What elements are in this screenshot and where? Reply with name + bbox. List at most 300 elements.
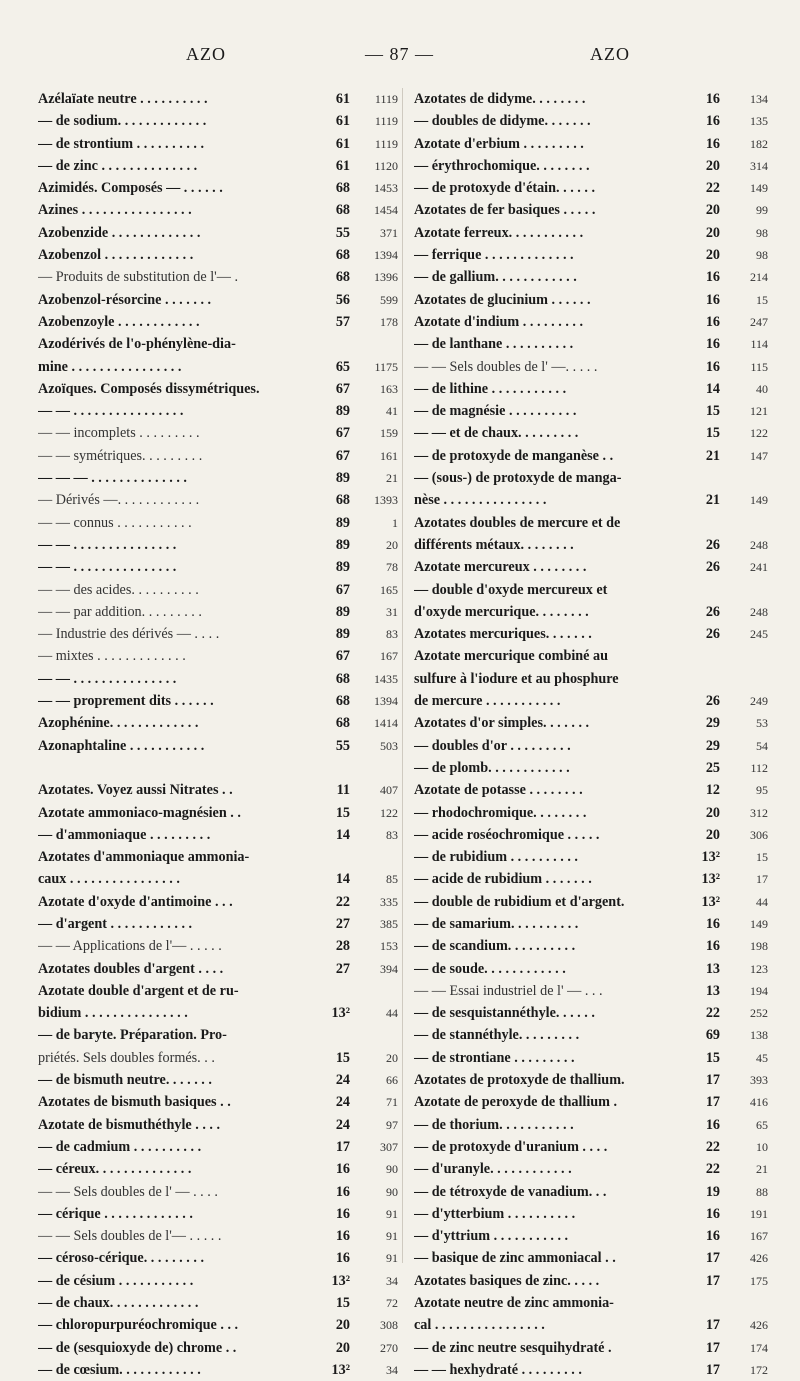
index-entry	[38, 333, 398, 355]
entry-page: 95	[756, 783, 768, 798]
index-entry	[38, 1002, 398, 1024]
entry-text: — — . . . . . . . . . . . . . . .	[38, 670, 177, 687]
entry-page: 149	[750, 916, 768, 931]
entry-text: Azotates. Voyez aussi Nitrates . .	[38, 782, 233, 799]
index-entry	[414, 199, 772, 221]
entry-volume: 16	[705, 1116, 720, 1133]
index-entry	[38, 1292, 398, 1314]
entry-text: — — Sels doubles de l' — . . . .	[38, 1183, 218, 1200]
entry-volume: 16	[335, 1161, 350, 1178]
entry-page: 248	[750, 537, 768, 552]
entry-volume: 17	[705, 1094, 720, 1111]
entry-volume: 55	[335, 737, 350, 754]
entry-text: Azotate de bismuthéthyle . . . .	[38, 1116, 221, 1133]
entry-text: — de sodium. . . . . . . . . . . . .	[38, 113, 207, 130]
index-entry	[414, 467, 772, 489]
entry-page: 159	[380, 426, 398, 441]
entry-volume: 24	[335, 1072, 350, 1089]
entry-volume: 16	[705, 336, 720, 353]
entry-page: 312	[750, 805, 768, 820]
entry-volume: 16	[705, 135, 720, 152]
entry-text: — — . . . . . . . . . . . . . . .	[38, 559, 177, 576]
column-divider	[402, 88, 403, 1263]
index-entry	[38, 222, 398, 244]
entry-page: 88	[756, 1184, 768, 1199]
index-entry	[38, 579, 398, 601]
entry-text: — — des acides. . . . . . . . . .	[38, 581, 199, 598]
index-entry	[38, 802, 398, 824]
entry-text: Azotate de potasse . . . . . . . .	[414, 782, 583, 799]
entry-page: 1393	[374, 493, 398, 508]
entry-text: — rhodochromique. . . . . . . .	[414, 804, 587, 821]
index-entry	[38, 913, 398, 935]
entry-page: 1120	[374, 158, 398, 173]
entry-page: 308	[380, 1318, 398, 1333]
entry-volume: 26	[705, 559, 720, 576]
entry-text: — mixtes . . . . . . . . . . . . .	[38, 648, 186, 665]
entry-page: 44	[756, 894, 768, 909]
entry-text: — de zinc . . . . . . . . . . . . . .	[38, 157, 198, 174]
entry-volume: 29	[705, 715, 720, 732]
index-entry	[414, 779, 772, 801]
entry-page: 147	[750, 448, 768, 463]
entry-text: — — proprement dits . . . . . .	[38, 693, 214, 710]
entry-volume: 61	[335, 157, 350, 174]
index-entry	[38, 1247, 398, 1269]
entry-volume: 56	[335, 291, 350, 308]
entry-text: — — Essai industriel de l' — . . .	[414, 982, 603, 999]
index-entry	[414, 556, 772, 578]
page-header	[0, 44, 800, 70]
entry-page: 426	[750, 1318, 768, 1333]
entry-volume: 13²	[331, 1361, 350, 1378]
index-entry	[38, 155, 398, 177]
entry-volume: 89	[335, 514, 350, 531]
index-entry	[414, 445, 772, 467]
entry-page: 72	[386, 1296, 398, 1311]
entry-volume: 16	[335, 1228, 350, 1245]
entry-page: 34	[386, 1273, 398, 1288]
entry-page: 178	[380, 314, 398, 329]
entry-page: 306	[750, 827, 768, 842]
index-entry	[38, 1314, 398, 1336]
entry-volume: 68	[335, 715, 350, 732]
entry-text: — — — . . . . . . . . . . . . . .	[38, 470, 187, 487]
entry-page: 1175	[374, 359, 398, 374]
entry-text: — de (sesquioxyde de) chrome . .	[38, 1339, 237, 1356]
entry-text: — — hexhydraté . . . . . . . . .	[414, 1361, 582, 1378]
entry-volume: 13²	[701, 849, 720, 866]
index-entry	[414, 1359, 772, 1381]
entry-volume: 22	[705, 1161, 720, 1178]
entry-text: — céreux. . . . . . . . . . . . . .	[38, 1161, 192, 1178]
entry-volume: 16	[705, 358, 720, 375]
entry-volume: 61	[335, 91, 350, 107]
entry-page: 21	[386, 471, 398, 486]
entry-volume: 13	[705, 982, 720, 999]
entry-page: 78	[386, 560, 398, 575]
entry-page: 15	[756, 850, 768, 865]
entry-text: — d'ytterbium . . . . . . . . . .	[414, 1205, 576, 1222]
entry-volume: 68	[335, 180, 350, 197]
entry-text: — Produits de substitution de l'— .	[38, 269, 239, 286]
index-entry	[414, 422, 772, 444]
entry-text: — de cœsium. . . . . . . . . . . .	[38, 1361, 201, 1378]
entry-text: Azobenzide . . . . . . . . . . . . .	[38, 224, 201, 241]
entry-page: 122	[380, 805, 398, 820]
index-entry	[38, 534, 398, 556]
entry-page: 17	[756, 872, 768, 887]
entry-page: 167	[750, 1229, 768, 1244]
entry-page: 270	[380, 1340, 398, 1355]
entry-text: — de stannéthyle. . . . . . . . .	[414, 1027, 580, 1044]
entry-page: 123	[750, 961, 768, 976]
entry-text: Azodérivés de l'o-phénylène-dia-	[38, 336, 236, 353]
index-entry	[38, 88, 398, 110]
index-entry	[414, 1002, 772, 1024]
running-head-right: AZO	[590, 44, 630, 64]
index-entry	[38, 980, 398, 1002]
entry-text: — — incomplets . . . . . . . . .	[38, 425, 200, 442]
entry-page: 1394	[374, 694, 398, 709]
entry-text: Azotates mercuriques. . . . . . .	[414, 626, 592, 643]
entry-text: — — par addition. . . . . . . . .	[38, 603, 202, 620]
entry-text: — érythrochomique. . . . . . . .	[414, 157, 590, 174]
index-entry	[414, 601, 772, 623]
index-entry	[38, 1337, 398, 1359]
index-entry	[38, 1359, 398, 1381]
entry-page: 394	[380, 961, 398, 976]
entry-page: 371	[380, 225, 398, 240]
entry-page: 163	[380, 381, 398, 396]
entry-volume: 29	[705, 737, 720, 754]
index-entry	[414, 1181, 772, 1203]
entry-text: — de sesquistannéthyle. . . . . .	[414, 1005, 595, 1022]
entry-page: 1119	[374, 136, 398, 151]
index-entry	[414, 110, 772, 132]
index-entry	[414, 1337, 772, 1359]
entry-page: 66	[386, 1073, 398, 1088]
index-entry	[38, 1270, 398, 1292]
entry-text: — de magnésie . . . . . . . . . .	[414, 403, 577, 420]
entry-volume: 89	[335, 559, 350, 576]
entry-volume: 89	[335, 470, 350, 487]
entry-volume: 24	[335, 1116, 350, 1133]
entry-volume: 69	[705, 1027, 720, 1044]
entry-page: 426	[750, 1251, 768, 1266]
entry-text: sulfure à l'iodure et au phosphure	[414, 670, 619, 687]
entry-volume: 15	[705, 403, 720, 420]
entry-text: — — et de chaux. . . . . . . . .	[414, 425, 579, 442]
entry-page: 45	[756, 1050, 768, 1065]
entry-text: — d'uranyle. . . . . . . . . . . .	[414, 1161, 572, 1178]
index-entry	[38, 779, 398, 801]
entry-page: 385	[380, 916, 398, 931]
entry-text: Azotate mercureux . . . . . . . .	[414, 559, 587, 576]
entry-text: Azotates basiques de zinc. . . . .	[414, 1272, 600, 1289]
entry-text: Azonaphtaline . . . . . . . . . . .	[38, 737, 205, 754]
entry-page: 20	[386, 537, 398, 552]
entry-text: d'oxyde mercurique. . . . . . . .	[414, 603, 589, 620]
entry-text: Azotates doubles d'argent . . . .	[38, 960, 224, 977]
entry-text: — de chaux. . . . . . . . . . . . .	[38, 1295, 199, 1312]
index-entry	[38, 467, 398, 489]
entry-text: Azotate double d'argent et de ru-	[38, 982, 239, 999]
entry-volume: 68	[335, 202, 350, 219]
entry-page: 34	[386, 1362, 398, 1377]
entry-text: — doubles d'or . . . . . . . . .	[414, 737, 571, 754]
entry-text: Azotate neutre de zinc ammonia-	[414, 1295, 614, 1312]
index-entry	[38, 668, 398, 690]
entry-page: 172	[750, 1362, 768, 1377]
entry-volume: 22	[705, 1138, 720, 1155]
index-entry	[414, 1114, 772, 1136]
entry-page: 252	[750, 1006, 768, 1021]
index-entry	[414, 489, 772, 511]
index-entry	[38, 445, 398, 467]
index-entry	[38, 690, 398, 712]
entry-volume: 22	[705, 1005, 720, 1022]
entry-text: Azophénine. . . . . . . . . . . . .	[38, 715, 199, 732]
index-entry	[414, 155, 772, 177]
index-entry	[414, 289, 772, 311]
entry-page: 416	[750, 1095, 768, 1110]
entry-page: 175	[750, 1273, 768, 1288]
index-entry	[38, 1091, 398, 1113]
entry-volume: 17	[705, 1250, 720, 1267]
entry-page: 135	[750, 114, 768, 129]
entry-volume: 27	[335, 960, 350, 977]
index-entry	[38, 244, 398, 266]
entry-volume: 20	[705, 202, 720, 219]
index-entry	[414, 846, 772, 868]
entry-text: mine . . . . . . . . . . . . . . . .	[38, 358, 182, 375]
entry-page: 503	[380, 738, 398, 753]
entry-page: 112	[750, 760, 768, 775]
index-entry	[38, 422, 398, 444]
entry-volume: 26	[705, 626, 720, 643]
entry-page: 98	[756, 248, 768, 263]
index-entry	[414, 534, 772, 556]
index-entry	[38, 266, 398, 288]
index-entry	[414, 1069, 772, 1091]
entry-text: — de rubidium . . . . . . . . . .	[414, 849, 578, 866]
index-entry	[414, 980, 772, 1002]
entry-text: — d'argent . . . . . . . . . . . .	[38, 915, 193, 932]
entry-volume: 16	[705, 915, 720, 932]
entry-text: Azotates de bismuth basiques . .	[38, 1094, 231, 1111]
entry-text: Azotate d'oxyde d'antimoine . . .	[38, 893, 233, 910]
entry-volume: 13²	[331, 1005, 350, 1022]
index-entry	[38, 868, 398, 890]
entry-text: — de soude. . . . . . . . . . . .	[414, 960, 566, 977]
index-entry	[414, 356, 772, 378]
entry-page: 98	[756, 225, 768, 240]
entry-volume: 16	[705, 291, 720, 308]
index-entry	[414, 133, 772, 155]
entry-volume: 16	[705, 91, 720, 107]
entry-page: 393	[750, 1073, 768, 1088]
entry-page: 54	[756, 738, 768, 753]
index-entry	[414, 512, 772, 534]
entry-text: — doubles de didyme. . . . . . .	[414, 113, 591, 130]
index-entry	[414, 1136, 772, 1158]
entry-volume: 28	[335, 938, 350, 955]
entry-text: — basique de zinc ammoniacal . .	[414, 1250, 616, 1267]
index-entry	[414, 645, 772, 667]
index-entry	[414, 1292, 772, 1314]
entry-volume: 15	[335, 1049, 350, 1066]
entry-page: 335	[380, 894, 398, 909]
entry-text: — acide de rubidium . . . . . . .	[414, 871, 592, 888]
entry-page: 1453	[374, 181, 398, 196]
entry-volume: 17	[705, 1272, 720, 1289]
entry-volume: 13	[705, 960, 720, 977]
entry-text: Azélaïate neutre . . . . . . . . . .	[38, 91, 208, 107]
entry-page: 1119	[374, 92, 398, 106]
index-entry	[38, 735, 398, 757]
index-entry	[38, 400, 398, 422]
entry-page: 314	[750, 158, 768, 173]
entry-volume: 19	[705, 1183, 720, 1200]
entry-volume: 67	[335, 581, 350, 598]
entry-volume: 17	[335, 1138, 350, 1155]
entry-volume: 20	[705, 224, 720, 241]
entry-page: 1435	[374, 671, 398, 686]
index-entry	[414, 712, 772, 734]
entry-volume: 20	[705, 804, 720, 821]
index-entry	[38, 378, 398, 400]
entry-text: Azotate ferreux. . . . . . . . . . .	[414, 224, 584, 241]
entry-page: 21	[756, 1162, 768, 1177]
entry-page: 99	[756, 203, 768, 218]
entry-volume: 16	[335, 1250, 350, 1267]
entry-volume: 20	[335, 1317, 350, 1334]
entry-volume: 15	[705, 1049, 720, 1066]
index-entry	[38, 512, 398, 534]
entry-text: — ferrique . . . . . . . . . . . . .	[414, 247, 574, 264]
entry-volume: 15	[335, 804, 350, 821]
entry-page: 1454	[374, 203, 398, 218]
entry-page: 149	[750, 493, 768, 508]
index-entry	[38, 1136, 398, 1158]
entry-text: Azotate ammoniaco-magnésien . .	[38, 804, 241, 821]
entry-page: 85	[386, 872, 398, 887]
entry-page: 165	[380, 582, 398, 597]
entry-page: 167	[380, 649, 398, 664]
entry-page: 153	[380, 939, 398, 954]
entry-text: Azotates d'or simples. . . . . . .	[414, 715, 590, 732]
entry-page: 214	[750, 270, 768, 285]
entry-text: — de protoxyde de manganèse . .	[414, 447, 614, 464]
entry-page: 90	[386, 1162, 398, 1177]
entry-volume: 17	[705, 1339, 720, 1356]
entry-text: Azotates doubles de mercure et de	[414, 514, 621, 531]
index-entry	[38, 824, 398, 846]
entry-text: — de bismuth neutre. . . . . . .	[38, 1072, 212, 1089]
entry-page: 1394	[374, 248, 398, 263]
index-entry	[414, 88, 772, 110]
entry-page: 1	[392, 515, 398, 530]
entry-volume: 25	[705, 759, 720, 776]
index-entry	[38, 199, 398, 221]
entry-volume: 68	[335, 269, 350, 286]
index-entry	[38, 623, 398, 645]
entry-volume: 24	[335, 1094, 350, 1111]
entry-text: — de samarium. . . . . . . . . .	[414, 915, 579, 932]
entry-text: caux . . . . . . . . . . . . . . . .	[38, 871, 180, 888]
entry-text: — de gallium. . . . . . . . . . . .	[414, 269, 577, 286]
entry-volume: 15	[705, 425, 720, 442]
entry-volume: 26	[705, 536, 720, 553]
index-entry	[38, 556, 398, 578]
index-entry	[414, 1158, 772, 1180]
entry-page: 91	[386, 1251, 398, 1266]
entry-page: 191	[750, 1206, 768, 1221]
index-entry	[414, 668, 772, 690]
entry-volume: 61	[335, 113, 350, 130]
entry-page: 241	[750, 560, 768, 575]
entry-volume: 13²	[701, 871, 720, 888]
entry-text: — — Sels doubles de l' —. . . . .	[414, 358, 598, 375]
index-entry	[414, 1247, 772, 1269]
entry-page: 44	[386, 1006, 398, 1021]
index-entry	[38, 1203, 398, 1225]
entry-text: nèse . . . . . . . . . . . . . . .	[414, 492, 547, 509]
entry-page: 245	[750, 627, 768, 642]
entry-volume: 68	[335, 670, 350, 687]
entry-text: Azotate d'indium . . . . . . . . .	[414, 313, 584, 330]
entry-page: 31	[386, 604, 398, 619]
entry-text: — de lithine . . . . . . . . . . .	[414, 380, 567, 397]
entry-volume: 68	[335, 247, 350, 264]
entry-text: — (sous-) de protoxyde de manga-	[414, 470, 622, 487]
entry-text: Azotates de fer basiques . . . . .	[414, 202, 596, 219]
entry-page: 407	[380, 783, 398, 798]
entry-volume: 26	[705, 603, 720, 620]
index-entry	[414, 913, 772, 935]
index-entry	[414, 958, 772, 980]
entry-page: 248	[750, 604, 768, 619]
entry-page: 65	[756, 1117, 768, 1132]
entry-text: Azotate de peroxyde de thallium .	[414, 1094, 618, 1111]
entry-text: — de protoxyde d'uranium . . . .	[414, 1138, 608, 1155]
entry-text: cal . . . . . . . . . . . . . . . .	[414, 1317, 545, 1334]
entry-volume: 22	[335, 893, 350, 910]
index-entry	[414, 757, 772, 779]
index-entry	[38, 958, 398, 980]
entry-text: — de tétroxyde de vanadium. . .	[414, 1183, 607, 1200]
entry-volume: 20	[705, 157, 720, 174]
entry-page: 599	[380, 292, 398, 307]
entry-volume: 16	[705, 313, 720, 330]
entry-page: 10	[756, 1139, 768, 1154]
index-entry	[38, 891, 398, 913]
entry-text: — de plomb. . . . . . . . . . . .	[414, 759, 570, 776]
entry-volume: 11	[336, 782, 350, 799]
entry-volume: 17	[705, 1361, 720, 1378]
index-entry	[414, 333, 772, 355]
entry-text: — double de rubidium et d'argent.	[414, 893, 625, 910]
entry-text: Azotates d'ammoniaque ammonia-	[38, 849, 250, 866]
index-entry	[38, 1069, 398, 1091]
index-column-left	[38, 88, 398, 1381]
index-entry	[414, 579, 772, 601]
index-entry	[38, 601, 398, 623]
entry-page: 198	[750, 939, 768, 954]
entry-page: 114	[750, 337, 768, 352]
entry-text: Azotates de didyme. . . . . . . .	[414, 91, 586, 107]
